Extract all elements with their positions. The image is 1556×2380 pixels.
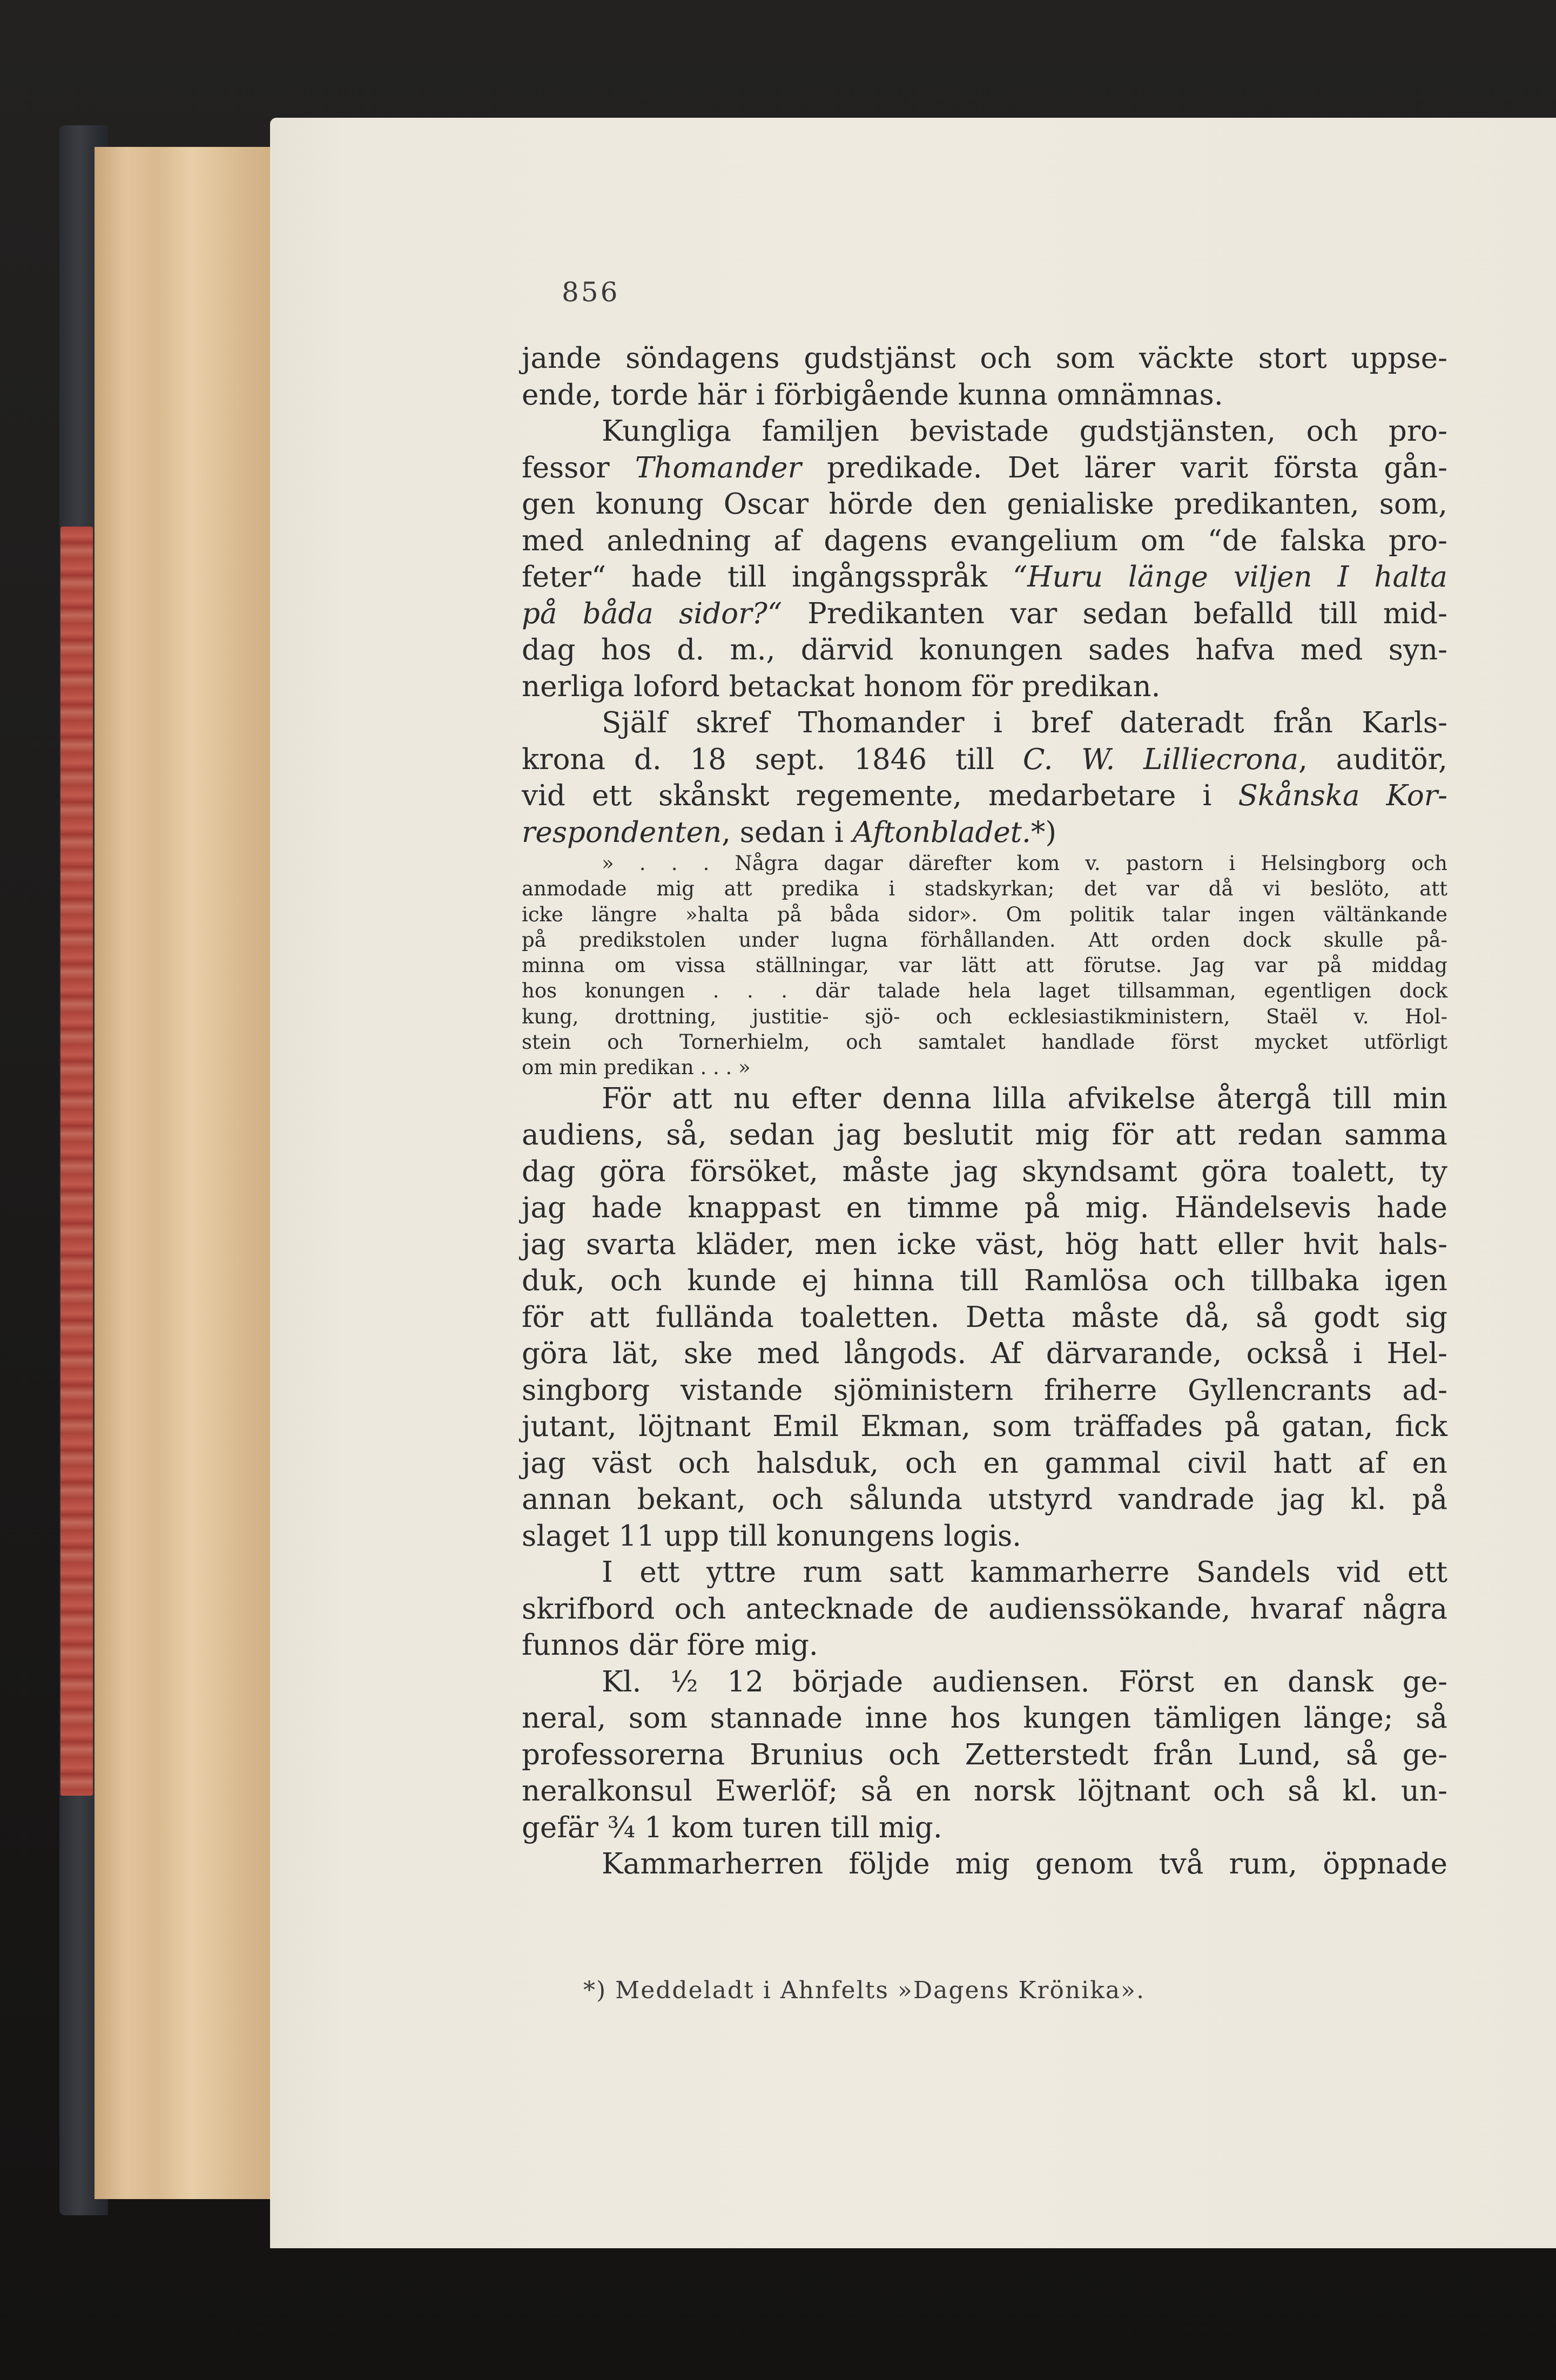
text-line: professorerna Brunius och Zetterstedt från Lund, så ge-: [522, 1738, 1447, 1771]
text-line: dag hos d. m., därvid konungen sades hafva med syn-: [522, 633, 1447, 666]
italic-text: Thomander: [635, 451, 801, 484]
text-line: I ett yttre rum satt kammarherre Sandels vid ett: [602, 1556, 1447, 1589]
text-line: nerliga loford betackat honom för predikan.: [522, 670, 1161, 703]
text-line: gefär ¾ 1 kom turen till mig.: [522, 1811, 942, 1844]
text-line: jag väst och halsduk, och en gammal civil hatt af en: [522, 1446, 1447, 1480]
text-line: stein och Tornerhielm, och samtalet handlade först mycket utförligt: [522, 1030, 1447, 1054]
text-line: audiens, så, sedan jag beslutit mig för att redan samma: [522, 1118, 1447, 1152]
text-line: jutant, löjtnant Emil Ekman, som träffades på gatan, fick: [522, 1410, 1447, 1444]
text-line: jag hade knappast en timme på mig. Händelsevis hade: [522, 1191, 1447, 1225]
text-span: krona d. 18 sept. 1846 till: [522, 743, 1023, 776]
text-span: vid ett skånskt regemente, medarbetare i: [522, 779, 1238, 812]
text-span: *): [1030, 815, 1057, 849]
italic-text: C. W. Lilliecrona: [1022, 743, 1299, 776]
italic-text: Skånska Kor-: [1238, 779, 1447, 812]
text-line: gen konung Oscar hörde den genialiske predikanten, som,: [522, 488, 1447, 521]
text-span: , auditör,: [1298, 743, 1447, 776]
text-line: [522, 814, 1447, 851]
paragraph: [522, 1846, 1447, 1883]
text-line: göra lät, ske med långods. Af därvarande, också i Hel-: [522, 1337, 1447, 1371]
text-line: anmodade mig att predika i stadskyrkan; det var då vi beslöto, att: [522, 877, 1447, 901]
text-line: med anledning af dagens evangelium om “de falska pro-: [522, 524, 1447, 557]
paragraph: [522, 413, 1447, 705]
text-line: neral, som stannade inne hos kungen tämligen länge; så: [522, 1702, 1447, 1735]
text-line: neralkonsul Ewerlöf; så en norsk löjtnant och så kl. un-: [522, 1775, 1447, 1808]
paragraph: [522, 1664, 1447, 1846]
body-text: [522, 340, 1447, 1883]
text-line: [522, 596, 1447, 632]
text-line: Kammarherren följde mig genom två rum, öppnade: [602, 1848, 1447, 1881]
paragraph: [522, 340, 1447, 413]
text-span: Predikanten var sedan befalld till mid-: [782, 597, 1447, 630]
paragraph: [522, 1081, 1447, 1555]
text-line: minna om vissa ställningar, var lätt att förutse. Jag var på middag: [522, 954, 1447, 977]
block-quote: [522, 851, 1447, 1081]
text-line: [522, 559, 1447, 596]
text-line: för att fullända toaletten. Detta måste då, så godt sig: [522, 1300, 1447, 1334]
text-line: [522, 741, 1447, 778]
text-line: Kungliga familjen bevistade gudstjänsten, och pro-: [602, 415, 1447, 448]
text-line: skrifbord och antecknade de audienssökande, hvaraf några: [522, 1592, 1447, 1626]
text-line: [522, 450, 1447, 487]
italic-text: Aftonbladet.: [852, 815, 1031, 849]
page-number: 856: [562, 277, 620, 308]
text-line: [522, 778, 1447, 814]
text-line: Kl. ½ 12 började audiensen. Först en dansk ge-: [602, 1665, 1447, 1698]
text-line: ende, torde här i förbigående kunna omnämnas.: [522, 378, 1223, 412]
text-line: singborg vistande sjöministern friherre Gyllencrants ad-: [522, 1373, 1447, 1407]
spine-marbled-edge: [60, 527, 93, 1796]
italic-text: “Huru länge viljen I halta: [1013, 561, 1448, 594]
text-line: För att nu efter denna lilla afvikelse återgå till min: [602, 1082, 1447, 1115]
text-line: jag svarta kläder, men icke väst, hög hatt eller hvit hals-: [522, 1228, 1447, 1261]
text-line: » . . . Några dagar därefter kom v. pastorn i Helsingborg och: [602, 852, 1447, 875]
text-line: Själf skref Thomander i bref dateradt från Karls-: [602, 706, 1447, 739]
text-line: hos konungen . . . där talade hela laget tillsamman, egentligen dock: [522, 979, 1447, 1003]
paragraph: [522, 1554, 1447, 1664]
text-line: funnos där före mig.: [522, 1629, 818, 1662]
text-line: på predikstolen under lugna förhållanden. Att orden dock skulle på-: [522, 928, 1447, 952]
text-line: duk, och kunde ej hinna till Ramlösa och tillbaka igen: [522, 1264, 1447, 1298]
text-span: fessor: [522, 451, 635, 484]
text-line: annan bekant, och sålunda utstyrd vandrade jag kl. på: [522, 1483, 1447, 1516]
text-line: jande söndagens gudstjänst och som väckte stort uppse-: [522, 342, 1447, 375]
text-line: slaget 11 upp till konungens logis.: [522, 1519, 1021, 1553]
text-span: feter“ hade till ingångsspråk: [522, 561, 1013, 594]
paragraph: [522, 705, 1447, 851]
text-line: om min predikan . . . »: [522, 1056, 751, 1080]
italic-text: respondenten: [522, 815, 722, 849]
text-span: predikade. Det lärer varit första gån-: [801, 451, 1447, 484]
italic-text: på båda sidor?“: [522, 597, 782, 630]
footnote: *) Meddeladt i Ahnfelts »Dagens Krönika».: [583, 1977, 1146, 2004]
text-line: dag göra försöket, måste jag skyndsamt göra toalett, ty: [522, 1155, 1447, 1188]
text-line: kung, drottning, justitie- sjö- och ecklesiastikministern, Staël v. Hol-: [522, 1004, 1447, 1028]
page-edges: [95, 147, 274, 2199]
text-span: , sedan i: [722, 815, 853, 849]
text-line: icke längre »halta på båda sidor». Om politik talar ingen vältänkande: [522, 902, 1447, 926]
